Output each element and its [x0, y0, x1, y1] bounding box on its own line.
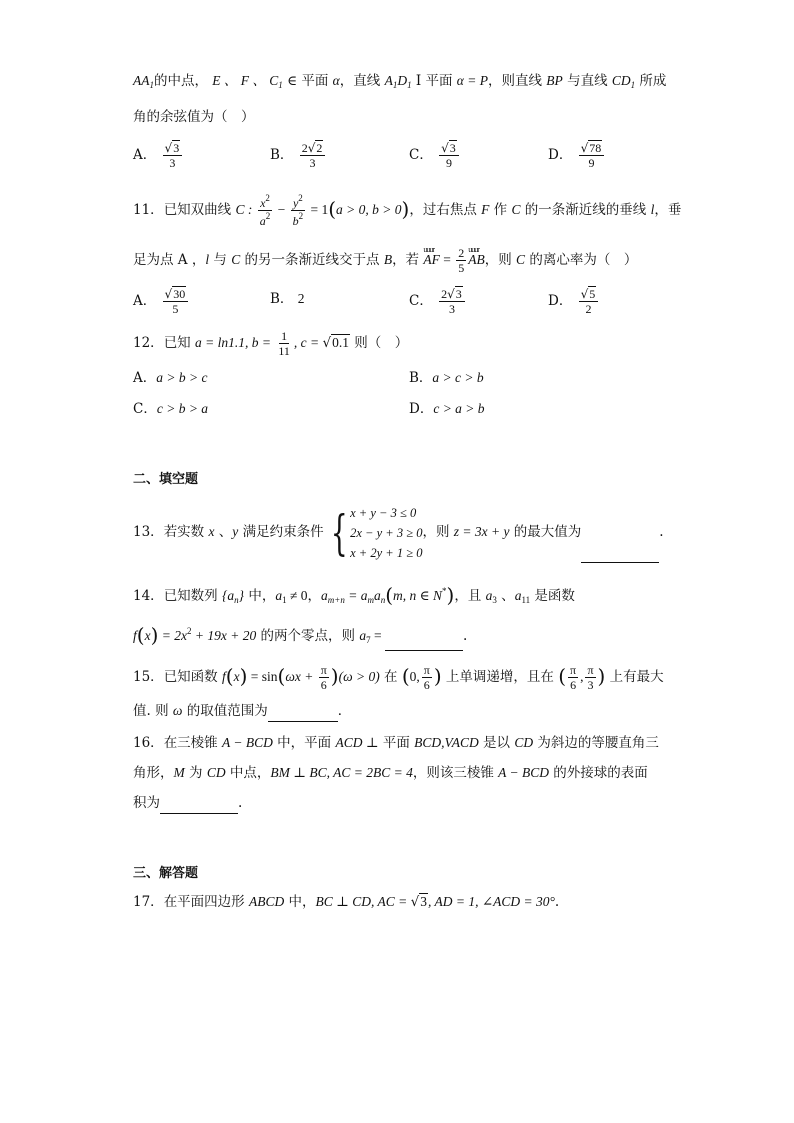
q14-line1: 14．已知数列 $\{a_n\}$ 中，$a_1 \ne 0$，$a_{m+n} = a_ma_n(m$, n ∈ N*)，且 $a_3$ 、$a_{11}$ 是函数	[133, 583, 575, 607]
q10-option-a[interactable]	[133, 142, 184, 169]
q10-c1-sub: 1	[278, 80, 283, 90]
x2-over-a2: $\frac{x^2}{a^2}$	[259, 193, 271, 228]
question-number: 17．	[133, 894, 164, 910]
q10-option-d[interactable]	[548, 142, 606, 169]
q10-formed: 所成	[635, 73, 667, 89]
q11-option-c[interactable]: C． $\frac{2√3}{3}$	[409, 288, 467, 315]
question-number: 15．	[133, 669, 164, 685]
q10-then-line: ，则直线	[487, 73, 547, 89]
q10-a1-sub: 1	[392, 80, 398, 90]
sqrt-icon: √0.1	[322, 335, 349, 351]
q10-d1-sub: 1	[407, 80, 412, 90]
sqrt-icon: √2	[307, 141, 323, 155]
q15-line2: 值. 则 ω 的取值范围为 ．	[133, 700, 351, 722]
vector-af: uuur AF	[423, 245, 440, 267]
q10-points: E 、 F 、 C	[212, 73, 279, 88]
q10-aa1-sub: 1	[149, 80, 154, 90]
q10-cd1-sub: 1	[630, 80, 636, 90]
q10-bp: BP	[546, 73, 563, 88]
q10-a1: A	[384, 73, 393, 88]
q10-option-d-frac: $\frac{√78}{9}$	[579, 142, 605, 169]
sqrt-icon: √30	[164, 287, 186, 301]
sqrt-icon: √3	[441, 141, 456, 155]
q10-and-line: 与直线	[562, 73, 612, 89]
q12-stem: 12．已知 a = ln1.1, b = $\frac{1}{11}$ , c = √0.1 则（ ）	[133, 329, 409, 358]
q10-d1: D	[397, 73, 408, 88]
q10-line2: 角的余弦值为（ ）	[133, 109, 255, 125]
option-label: D．	[548, 147, 573, 163]
q10-option-c[interactable]	[409, 142, 461, 169]
sqrt-icon: √3	[447, 287, 462, 301]
q15-line1: 15．已知函数 f(x) = sin(ωx + $\frac{\pi}{6}$ )(ω > 0) 在 (0, $\frac{\pi}{6}$ ) 上单调递增，且在 ( $\frac{\pi}{6}$ , $\frac{\pi}{3}$ ) 上有最大	[133, 663, 664, 692]
q10-alpha: α	[332, 73, 340, 88]
option-label: C．	[409, 147, 433, 163]
answer-blank[interactable]	[385, 636, 463, 651]
q17-stem: 17．在平面四边形 ABCD 中，BC ⊥ CD, AC = √3, AD = 1, ∠ACD = 30°.	[133, 891, 559, 913]
q11-line1: 11．已知双曲线 C : $\frac{x^2}{a^2}$ − $\frac{y^2}{b^2}$ = 1(a > 0, b > 0)，过右焦点 F 作 C 的一条渐近线的垂线 l，垂	[133, 193, 682, 228]
option-label: A．	[133, 293, 157, 309]
question-number: 12．	[133, 335, 164, 351]
q14-line2: $f(x) = 2x^2 + 19x + 20$ 的两个零点，则 $a_7$ = .	[133, 620, 467, 651]
q10-option-b-frac: $\frac{2√2}{3}$	[300, 142, 326, 169]
q12-option-d[interactable]: D．c > a > b	[409, 401, 485, 417]
y2-over-b2: $\frac{y^2}{b^2}$	[292, 193, 304, 228]
section-heading-solutions: 三、解答题	[133, 866, 199, 881]
one-eleventh: $\frac{1}{11}$	[278, 329, 290, 358]
option-label: C．	[409, 293, 433, 309]
sqrt-icon: √3	[410, 894, 427, 910]
section-heading-fill-in: 二、填空题	[133, 472, 199, 487]
option-label: B．	[409, 370, 433, 386]
two-fifths: $\frac{2}{5}$	[458, 246, 465, 275]
q11-option-b[interactable]: B． 2	[270, 291, 305, 307]
q12-option-a[interactable]: A．a > b > c	[133, 370, 208, 386]
q10-text-midpoint: 的中点，	[154, 73, 208, 89]
question-number: 16．	[133, 735, 164, 751]
q10-line1	[133, 70, 666, 96]
q16-line2: 角形，M 为 CD 中点，BM ⊥ BC, AC = 2BC = 4，则该三棱锥 A − BCD 的外接球的表面	[133, 765, 648, 781]
question-number: 14．	[133, 588, 164, 604]
q16-line3: 积为 .	[133, 792, 242, 814]
q11-line2: 足为点 A ，l 与 C 的另一条渐近线交于点 B，若 uuur AF = $\frac{2}{5}$ uuur AB，则 C 的离心率为（ ）	[133, 245, 638, 275]
option-label: D．	[548, 293, 573, 309]
answer-blank[interactable]	[268, 707, 338, 722]
q10-in-plane: ∈ 平面	[282, 73, 333, 89]
answer-blank[interactable]	[160, 799, 238, 814]
q11-option-d[interactable]: D． $\frac{√5}{2}$	[548, 288, 600, 315]
constraint-system: x + y − 3 ≤ 0 2x − y + 3 ≥ 0 x + 2y + 1 ≥ 0	[350, 505, 423, 560]
question-number: 11．	[133, 202, 164, 218]
q12-option-c[interactable]: C．c > b > a	[133, 401, 209, 417]
q10-option-c-frac: $\frac{√3}{9}$	[439, 142, 459, 169]
option-label: A．	[133, 370, 157, 386]
q10-cd1: CD	[611, 73, 631, 88]
q10-line-text: ，直线	[339, 73, 385, 89]
option-label: B．	[270, 291, 294, 307]
left-brace-icon: {	[330, 504, 348, 561]
q13-stem: 13．若实数 x 、y 满足约束条件 { x + y − 3 ≤ 0 2x − y + 3 ≥ 0 x + 2y + 1 ≥ 0 ，则 z = 3x + y 的最大值为 .	[133, 504, 664, 561]
sqrt-icon: √5	[580, 287, 596, 301]
option-label: C．	[133, 401, 157, 417]
q16-line1: 16．在三棱锥 A − BCD 中，平面 ACD ⊥ 平面 BCD,VACD 是以 CD 为斜边的等腰直角三	[133, 735, 659, 751]
option-label: B．	[270, 147, 294, 163]
answer-blank[interactable]	[581, 548, 659, 563]
q10-cap-plane: I 平面	[411, 73, 457, 89]
sqrt-icon: √3	[164, 141, 180, 155]
q10-option-b[interactable]	[270, 142, 327, 169]
q12-option-b[interactable]: B．a > c > b	[409, 370, 484, 386]
q10-alpha-p: α = P	[456, 73, 488, 88]
question-number: 13．	[133, 524, 164, 540]
option-label: A．	[133, 147, 157, 163]
sqrt-icon: √78	[580, 141, 602, 155]
q11-option-a[interactable]: A． $\frac{√30}{5}$	[133, 288, 190, 315]
option-label: D．	[409, 401, 434, 417]
vector-ab: uuur AB	[468, 245, 485, 267]
q10-option-a-frac: $\frac{√3}{3}$	[163, 142, 183, 169]
q10-aa1: AA	[133, 73, 150, 88]
